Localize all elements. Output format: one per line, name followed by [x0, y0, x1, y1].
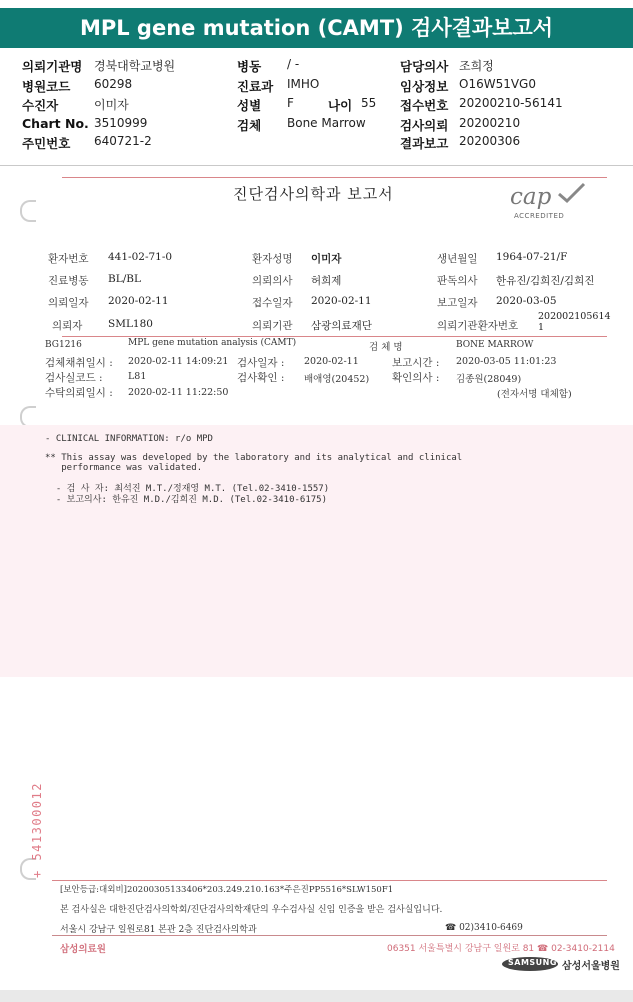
- facility-label: 의뢰기관명: [22, 59, 83, 74]
- side-barcode-number: + 541300012: [30, 782, 44, 878]
- test-name: MPL gene mutation analysis (CAMT): [128, 338, 297, 348]
- clinical-information: - CLINICAL INFORMATION: r/o MPD: [45, 434, 213, 444]
- sex-label: 성별: [237, 98, 262, 113]
- grid-value: 2020-02-11: [311, 295, 372, 307]
- report-banner-title: MPL gene mutation (CAMT) 검사결과보고서: [0, 8, 633, 48]
- grid-label: 의뢰기관: [252, 320, 293, 332]
- grid-value: SML180: [108, 318, 153, 330]
- report-mid-line: [62, 336, 607, 337]
- footer-address: 06351 서울특별시 강남구 일원로 81 ☎ 02-3410-2114: [387, 944, 615, 954]
- receipt-no-value: 20200210-56141: [459, 96, 563, 110]
- meta-label: 보고시간 :: [392, 357, 440, 369]
- meta-value: 배애영(20452): [304, 374, 370, 385]
- staff-line-1: - 검 사 자: 최석진 M.T./정재영 M.T. (Tel.02-3410-1557): [45, 484, 330, 494]
- meta-label: 수탁의뢰일시 :: [45, 387, 113, 399]
- grid-label: 보고일자: [437, 297, 478, 309]
- meta-value: 2020-02-11 14:09:21: [128, 356, 229, 367]
- grid-label: 진료병동: [48, 275, 89, 287]
- ward-value: / -: [287, 57, 300, 71]
- request-date-value: 20200210: [459, 116, 521, 130]
- grid-label: 의뢰자: [52, 320, 83, 332]
- resident-no-value: 640721-2: [94, 134, 152, 148]
- result-date-label: 결과보고: [400, 136, 449, 151]
- footer-line: [52, 935, 607, 936]
- grid-label: 의뢰의사: [252, 275, 293, 287]
- grid-label: 환자성명: [252, 253, 293, 265]
- hospital-code-value: 60298: [94, 77, 133, 91]
- cap-logo: [510, 186, 592, 222]
- samsung-logo: [502, 957, 558, 971]
- age-value: 55: [361, 96, 377, 110]
- patient-label: 수진자: [22, 98, 59, 113]
- specimen-value: Bone Marrow: [287, 116, 366, 130]
- test-code: BG1216: [45, 340, 82, 350]
- doctor-label: 담당의사: [400, 59, 449, 74]
- security-line: [보안등급:대외비]20200305133406*203.249.210.163*주은진PP5516*SLW150F1: [60, 885, 394, 895]
- specimen-label: 검체: [237, 118, 262, 133]
- grid-label: 환자번호: [48, 253, 89, 265]
- clinical-info-label: 임상정보: [400, 79, 449, 94]
- receipt-no-label: 접수번호: [400, 98, 449, 113]
- result-date-value: 20200306: [459, 134, 521, 148]
- grid-value: 2020-02-11: [108, 295, 169, 307]
- grid-label: 판독의사: [437, 275, 478, 287]
- grid-value: 한유진/김희진/김희진: [496, 275, 595, 287]
- hospital-code-label: 병원코드: [22, 79, 71, 94]
- lab-phone: ☎ 02)3410-6469: [445, 923, 523, 933]
- patient-value: 이미자: [94, 98, 129, 112]
- sex-value: F: [287, 96, 294, 110]
- punch-hole: [20, 200, 36, 222]
- meta-label: 검사실코드 :: [45, 372, 103, 384]
- divider: [0, 165, 633, 166]
- grid-label: 의뢰기관환자번호: [437, 320, 519, 332]
- meta-label: 검체채취일시 :: [45, 357, 113, 369]
- ward-label: 병동: [237, 59, 262, 74]
- hospital-name: 삼성서울병원: [562, 961, 620, 972]
- cap-accredited-text: ACCREDITED: [514, 212, 565, 220]
- resident-no-label: 주민번호: [22, 136, 71, 151]
- certification-note: 본 검사실은 대한진단검사의학회/진단검사의학재단의 우수검사실 신임 인증을 받은 검사실입니다.: [60, 905, 443, 915]
- meta-value: 2020-02-11: [304, 356, 359, 367]
- meta-value: 김종원(28049): [456, 374, 522, 385]
- doctor-value: 조희정: [459, 59, 494, 73]
- grid-value: 441-02-71-0: [108, 251, 173, 263]
- grid-label: 의뢰일자: [48, 297, 89, 309]
- facility-value: 경북대학교병원: [94, 59, 176, 73]
- staff-line-2: - 보고의사: 한유진 M.D./김희진 M.D. (Tel.02-3410-6175): [45, 495, 328, 505]
- cap-logo-text: cap: [510, 184, 552, 210]
- report-top-line: [62, 177, 607, 178]
- report-title: 진단검사의학과 보고서: [233, 185, 394, 203]
- request-date-label: 검사의뢰: [400, 118, 449, 133]
- samsung-logo-text: SAMSUNG: [508, 958, 557, 967]
- brand-left: 삼성의료원: [60, 944, 106, 955]
- chart-no-value: 3510999: [94, 116, 148, 130]
- grid-label: 접수일자: [252, 297, 293, 309]
- grid-value: 2020-03-05: [496, 295, 557, 307]
- meta-value: L81: [128, 371, 147, 382]
- grid-value: 이미자: [311, 253, 342, 265]
- page-bottom-border: [0, 990, 633, 1002]
- checkmark-icon: [556, 182, 586, 204]
- dept-label: 진료과: [237, 79, 274, 94]
- grid-value: 허희제: [311, 275, 342, 287]
- meta-label: 검사일자 :: [237, 357, 285, 369]
- chart-no-label: Chart No.: [22, 116, 89, 131]
- meta-value: 2020-02-11 11:22:50: [128, 387, 229, 398]
- assay-note-line-1: ** This assay was developed by the laboratory and its analytical and clinical: [45, 453, 463, 463]
- grid-value: BL/BL: [108, 273, 141, 285]
- grid-value: 202002105614 1: [538, 311, 611, 333]
- grid-value: 1964-07-21/F: [496, 251, 568, 263]
- grid-label: 생년월일: [437, 253, 478, 265]
- footer-top-line: [52, 880, 607, 881]
- age-label: 나이: [328, 98, 353, 113]
- grid-value: 삼광의료재단: [311, 320, 372, 332]
- dept-value: IMHO: [287, 77, 320, 91]
- assay-note-line-2: performance was validated.: [45, 463, 203, 473]
- meta-label: 확인의사 :: [392, 372, 440, 384]
- specimen-name-value: BONE MARROW: [456, 340, 534, 350]
- lab-address: 서울시 강남구 일원로81 본관 2층 진단검사의학과: [60, 925, 257, 935]
- specimen-name-label: 검 체 명: [369, 342, 403, 353]
- meta-label: 검사확인 :: [237, 372, 285, 384]
- clinical-info-value: O16W51VG0: [459, 77, 536, 91]
- e-signature-note: (전자서명 대체함): [497, 389, 572, 400]
- meta-value: 2020-03-05 11:01:23: [456, 356, 557, 367]
